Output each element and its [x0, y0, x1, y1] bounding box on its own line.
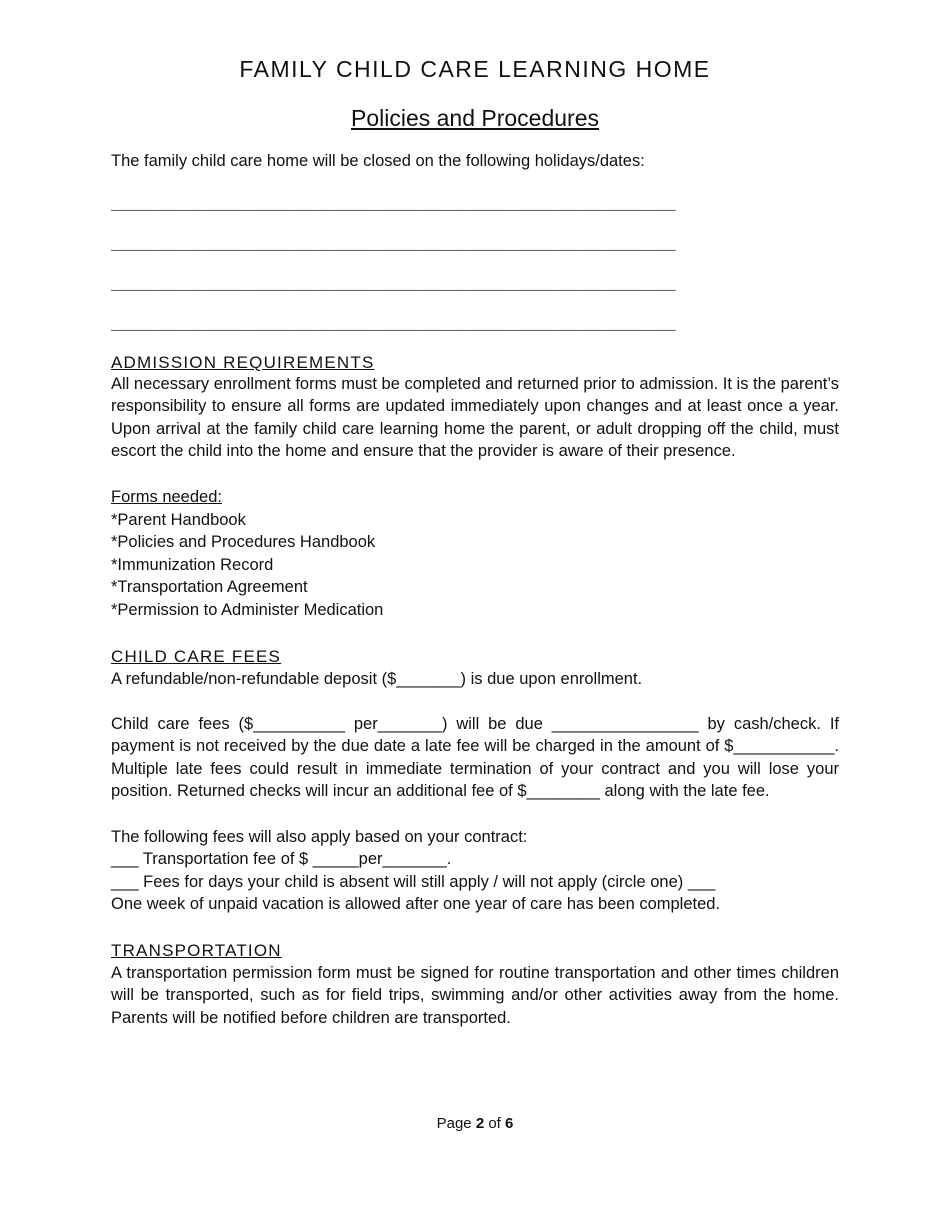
blank-line: ______________________________________________________________ — [111, 276, 676, 294]
page-title: FAMILY CHILD CARE LEARNING HOME — [239, 56, 711, 82]
list-item: *Immunization Record — [111, 555, 274, 574]
list-item: *Parent Handbook — [111, 511, 246, 529]
transportation-heading: TRANSPORTATION — [111, 941, 282, 960]
absent-fee-line: ___ Fees for days your child is absent will still apply / will not apply (circle one) ___ — [111, 872, 716, 891]
blank-line: ______________________________________________________________ — [111, 316, 676, 334]
deposit-line: A refundable/non-refundable deposit ($_______) is due upon enrollment. — [111, 670, 643, 688]
admission-paragraph: All necessary enrollment forms must be completed and returned prior to admission. It is the parent’s responsibility to ensure all forms are updated immediately upon changes and at least once a year. Upon arrival at the family child care learning home the parent, or adult dropping off the child, must escort the child into the home and ensure that the provider is aware of their presence. — [111, 375, 839, 461]
current-page: 2 — [475, 1115, 485, 1132]
additional-fees — [111, 826, 839, 916]
fees-paragraph: Child care fees ($__________ per_______) will be due ________________ by cash/check. If payment is not received by the due date a late fee will be charged in the amount of $___________. Multiple late fees could result in immediate termination of your contract and you will lose your position. Returned checks will incur an additional fee of $________ along with the late fee. — [111, 715, 839, 801]
transport-fee-line: ___ Transportation fee of $ _____per_______. — [111, 850, 452, 869]
closed-dates-lines — [111, 196, 675, 356]
of-word: of — [488, 1115, 501, 1132]
page-number — [0, 1115, 950, 1132]
vacation-line: One week of unpaid vacation is allowed after one year of care has been completed. — [111, 895, 721, 914]
forms-needed-label — [111, 486, 839, 508]
list-item: *Policies and Procedures Handbook — [111, 533, 376, 552]
page-subtitle: Policies and Procedures — [350, 105, 600, 131]
forms-list — [111, 509, 839, 621]
blank-line: ______________________________________________________________ — [111, 236, 676, 254]
also-apply-line: The following fees will also apply based on your contract: — [111, 828, 528, 846]
transportation-paragraph: A transportation permission form must be signed for routine transportation and other times children will be transported, such as for field trips, swimming and/or other activities away from the home. Parents will be notified before children are transported. — [111, 964, 839, 1027]
page-word: Page — [436, 1115, 472, 1132]
list-item: *Permission to Administer Medication — [111, 600, 384, 619]
total-pages: 6 — [505, 1115, 514, 1132]
admission-heading: ADMISSION REQUIREMENTS — [111, 353, 375, 372]
list-item: *Transportation Agreement — [111, 578, 308, 597]
closed-dates-intro: The family child care home will be closed on the following holidays/dates: — [111, 152, 645, 170]
forms-needed-text: Forms needed: — [111, 488, 222, 506]
blank-line: ______________________________________________________________ — [111, 196, 676, 214]
fees-heading: CHILD CARE FEES — [111, 647, 282, 666]
